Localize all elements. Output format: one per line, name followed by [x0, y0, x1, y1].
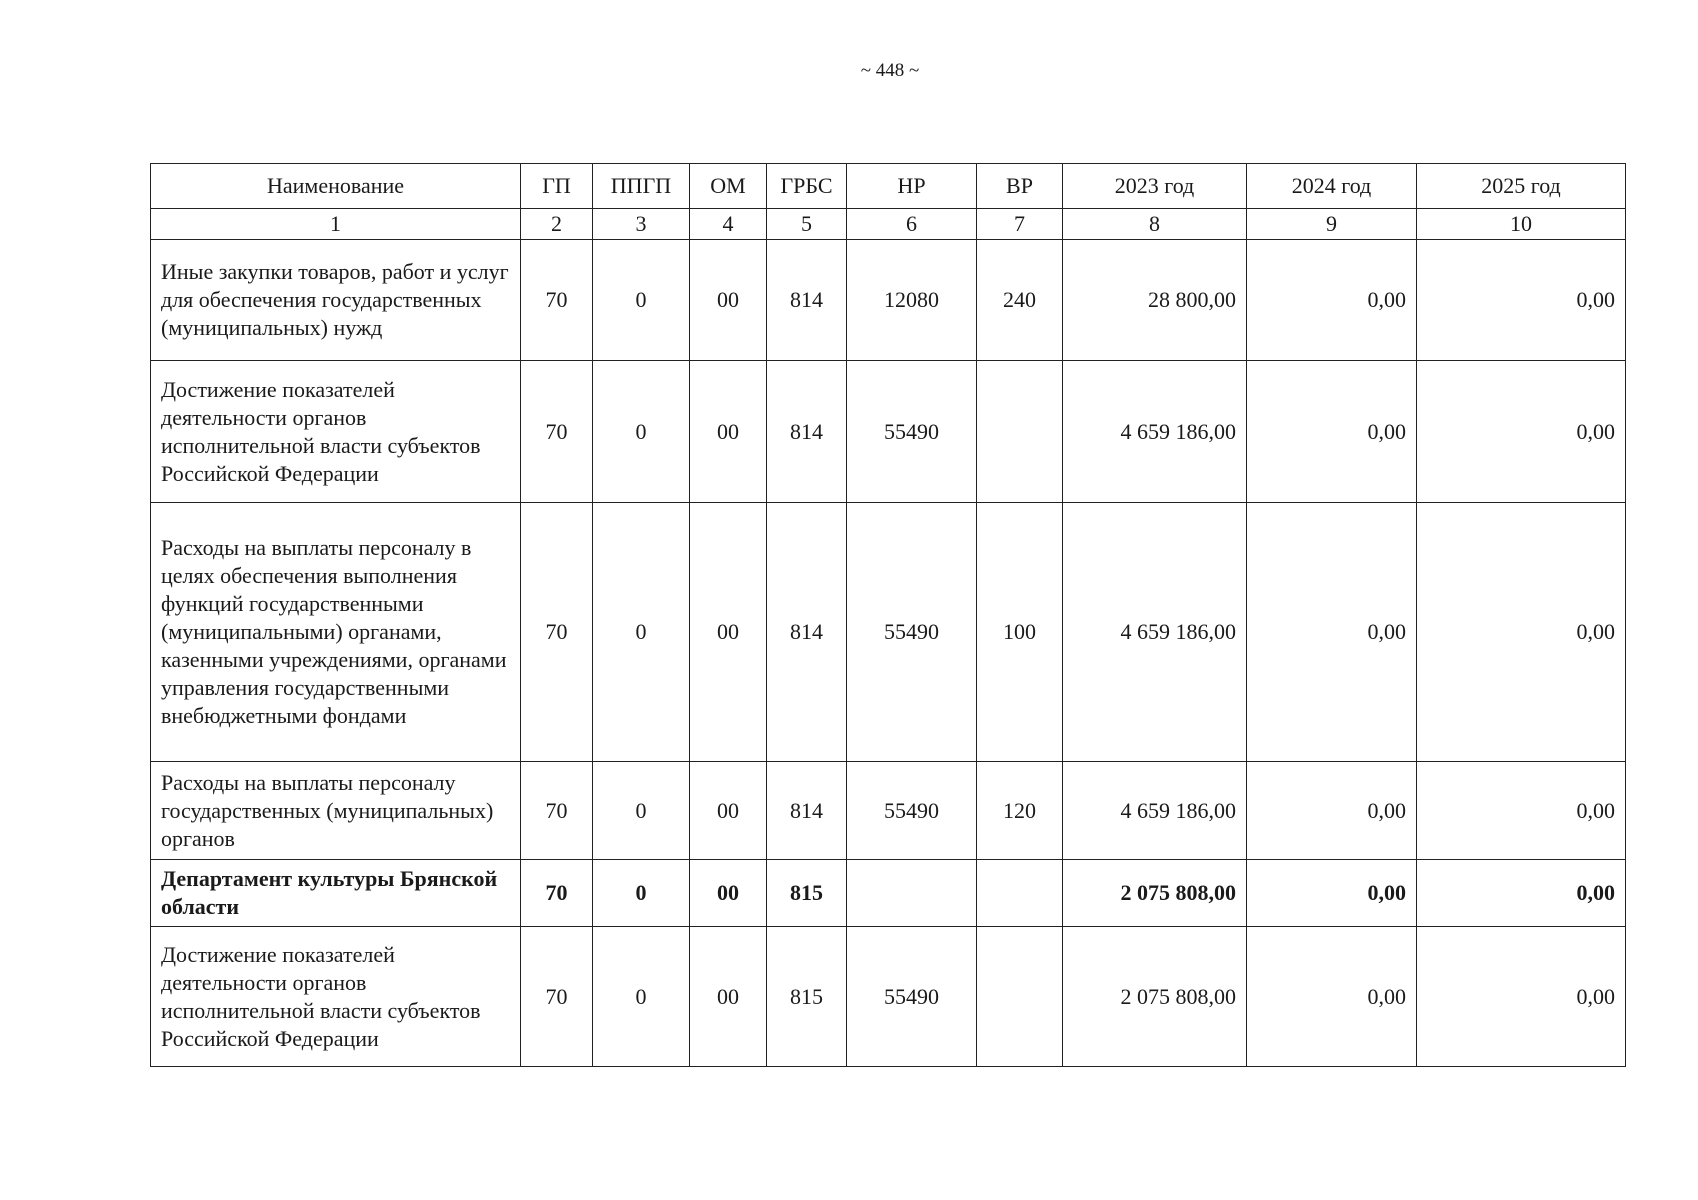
row-nr: [847, 860, 977, 927]
row-gp: 70: [521, 503, 593, 762]
row-ppgp: 0: [593, 240, 690, 361]
header-nr: НР: [847, 164, 977, 209]
header-ppgp: ППГП: [593, 164, 690, 209]
row-2024: 0,00: [1247, 361, 1417, 503]
row-vr: [977, 860, 1063, 927]
row-gp: 70: [521, 240, 593, 361]
column-number: 2: [521, 209, 593, 240]
row-2024: 0,00: [1247, 860, 1417, 927]
row-vr: 100: [977, 503, 1063, 762]
table-row: [151, 927, 1626, 1067]
row-2023: 2 075 808,00: [1063, 927, 1247, 1067]
header-row: [151, 164, 1626, 209]
row-vr: 240: [977, 240, 1063, 361]
row-gp: 70: [521, 860, 593, 927]
row-grbs: 814: [767, 361, 847, 503]
column-number: 3: [593, 209, 690, 240]
row-ppgp: 0: [593, 361, 690, 503]
column-number-row: [151, 209, 1626, 240]
row-grbs: 814: [767, 240, 847, 361]
row-2023: 4 659 186,00: [1063, 762, 1247, 860]
header-gp: ГП: [521, 164, 593, 209]
row-ppgp: 0: [593, 503, 690, 762]
column-number: 1: [151, 209, 521, 240]
row-gp: 70: [521, 762, 593, 860]
row-2024: 0,00: [1247, 240, 1417, 361]
header-om: ОМ: [690, 164, 767, 209]
row-gp: 70: [521, 927, 593, 1067]
row-ppgp: 0: [593, 927, 690, 1067]
row-name: Расходы на выплаты персоналу в целях обеспечения выполнения функций государственными (муниципальными) органами, казенными учреждениями, органами управления государственными внебюджетными фондами: [151, 503, 521, 762]
row-2023: 2 075 808,00: [1063, 860, 1247, 927]
row-nr: 12080: [847, 240, 977, 361]
row-om: 00: [690, 503, 767, 762]
row-grbs: 815: [767, 860, 847, 927]
column-number: 8: [1063, 209, 1247, 240]
row-name: Департамент культуры Брянской области: [151, 860, 521, 927]
row-2023: 4 659 186,00: [1063, 503, 1247, 762]
row-2023: 4 659 186,00: [1063, 361, 1247, 503]
header-2023: 2023 год: [1063, 164, 1247, 209]
column-number: 5: [767, 209, 847, 240]
row-2025: 0,00: [1417, 361, 1626, 503]
row-2023: 28 800,00: [1063, 240, 1247, 361]
row-2025: 0,00: [1417, 503, 1626, 762]
table-row-department: [151, 860, 1626, 927]
row-nr: 55490: [847, 503, 977, 762]
row-om: 00: [690, 762, 767, 860]
header-name: Наименование: [151, 164, 521, 209]
header-vr: ВР: [977, 164, 1063, 209]
row-2024: 0,00: [1247, 762, 1417, 860]
column-number: 9: [1247, 209, 1417, 240]
row-nr: 55490: [847, 927, 977, 1067]
row-grbs: 815: [767, 927, 847, 1067]
row-name: Достижение показателей деятельности органов исполнительной власти субъектов Российской Федерации: [151, 927, 521, 1067]
row-2025: 0,00: [1417, 762, 1626, 860]
row-vr: [977, 361, 1063, 503]
row-grbs: 814: [767, 762, 847, 860]
row-gp: 70: [521, 361, 593, 503]
row-vr: 120: [977, 762, 1063, 860]
column-number: 7: [977, 209, 1063, 240]
row-2024: 0,00: [1247, 503, 1417, 762]
row-2025: 0,00: [1417, 240, 1626, 361]
row-name: Расходы на выплаты персоналу государственных (муниципальных) органов: [151, 762, 521, 860]
table-row: [151, 503, 1626, 762]
page-number: ~ 448 ~: [860, 60, 920, 81]
column-number: 6: [847, 209, 977, 240]
budget-table: [150, 163, 1626, 1067]
row-2025: 0,00: [1417, 860, 1626, 927]
column-number: 4: [690, 209, 767, 240]
row-name: Иные закупки товаров, работ и услуг для обеспечения государственных (муниципальных) нужд: [151, 240, 521, 361]
table-row: [151, 762, 1626, 860]
column-number: 10: [1417, 209, 1626, 240]
header-2025: 2025 год: [1417, 164, 1626, 209]
row-grbs: 814: [767, 503, 847, 762]
row-nr: 55490: [847, 361, 977, 503]
row-vr: [977, 927, 1063, 1067]
header-2024: 2024 год: [1247, 164, 1417, 209]
row-2025: 0,00: [1417, 927, 1626, 1067]
row-om: 00: [690, 860, 767, 927]
row-om: 00: [690, 361, 767, 503]
table-row: [151, 240, 1626, 361]
row-ppgp: 0: [593, 762, 690, 860]
header-grbs: ГРБС: [767, 164, 847, 209]
row-nr: 55490: [847, 762, 977, 860]
table-row: [151, 361, 1626, 503]
row-ppgp: 0: [593, 860, 690, 927]
row-2024: 0,00: [1247, 927, 1417, 1067]
row-om: 00: [690, 927, 767, 1067]
row-name: Достижение показателей деятельности органов исполнительной власти субъектов Российской Федерации: [151, 361, 521, 503]
row-om: 00: [690, 240, 767, 361]
